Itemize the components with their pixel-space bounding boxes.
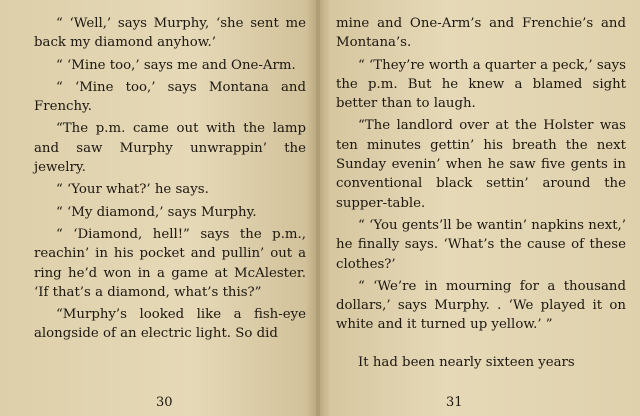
paragraph: It had been nearly sixteen years bbox=[358, 354, 575, 370]
paragraph: “ ‘Mine too,’ says Montana and Frenchy. bbox=[34, 79, 306, 115]
paragraph: “The landlord over at the Holster was ten minutes gettin’ his breath the next Sunday evenin’ when he saw five gents in conventional black settin’ around the supper-table. bbox=[336, 118, 626, 211]
paragraph: “ ‘We’re in mourning for a thousand dollars,’ says Murphy. . ‘We played it on white and it turned up yellow.’ ” bbox=[336, 278, 626, 333]
book-gutter bbox=[316, 0, 320, 416]
paragraph: mine and One-Arm’s and Frenchie’s and Montana’s. bbox=[336, 16, 626, 51]
left-page bbox=[0, 0, 318, 416]
page-number: 30 bbox=[156, 394, 173, 410]
paragraph: “ ‘Your what?’ he says. bbox=[56, 182, 209, 198]
paragraph: “ ‘My diamond,’ says Murphy. bbox=[56, 204, 257, 220]
paragraph: “Murphy’s looked like a fish-eye alongside of an electric light. So did bbox=[34, 307, 306, 342]
paragraph: “ ‘Well,’ says Murphy, ‘she sent me back my diamond anyhow.’ bbox=[34, 16, 306, 51]
page-number: 31 bbox=[446, 394, 463, 410]
paragraph: “ ‘Diamond, hell!” says the p.m., reachin’ in his pocket and pullin’ out a ring he’d won in a game at McAlester. ‘If that’s a diamond, what’s this?” bbox=[34, 226, 306, 300]
paragraph: “ ‘They’re worth a quarter a peck,’ says the p.m. But he knew a blamed sight better than to laugh. bbox=[336, 57, 626, 112]
paragraph: “ ‘You gents’ll be wantin’ napkins next,’ he finally says. ‘What’s the cause of these clothes?’ bbox=[336, 217, 626, 272]
right-page bbox=[318, 0, 640, 416]
paragraph: “The p.m. came out with the lamp and saw Murphy unwrappin’ the jewelry. bbox=[34, 121, 306, 176]
paragraph: “ ‘Mine too,’ says me and One-Arm. bbox=[56, 57, 296, 73]
